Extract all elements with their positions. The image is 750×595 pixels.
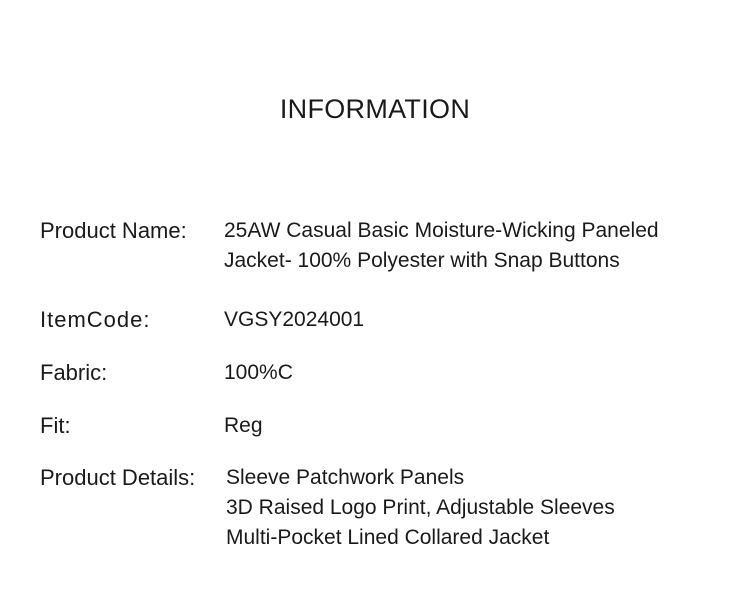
product-name-value	[224, 216, 659, 276]
product-details-label: Product Details:	[40, 465, 196, 490]
fit-label: Fit:	[40, 413, 71, 438]
item-code-label: ItemCode:	[40, 307, 151, 332]
product-details-value	[226, 463, 615, 553]
fabric-value	[224, 358, 293, 388]
fabric-label: Fabric:	[40, 360, 108, 385]
product-details-line-1: Sleeve Patchwork Panels	[226, 466, 465, 489]
fit-value	[224, 411, 263, 441]
fit-line-1: Reg	[224, 414, 263, 437]
fabric-line-1: 100%C	[224, 361, 293, 384]
product-name-line-2: Jacket- 100% Polyester with Snap Buttons	[224, 249, 620, 272]
product-name-label: Product Name:	[40, 218, 187, 243]
item-code-value	[224, 305, 364, 335]
product-details-line-3: Multi-Pocket Lined Collared Jacket	[226, 526, 550, 549]
item-code-line-1: VGSY2024001	[224, 308, 365, 331]
product-details-line-2: 3D Raised Logo Print, Adjustable Sleeves	[226, 496, 615, 519]
information-title: INFORMATION	[279, 94, 471, 124]
product-name-line-1: 25AW Casual Basic Moisture-Wicking Paneled	[224, 219, 659, 242]
